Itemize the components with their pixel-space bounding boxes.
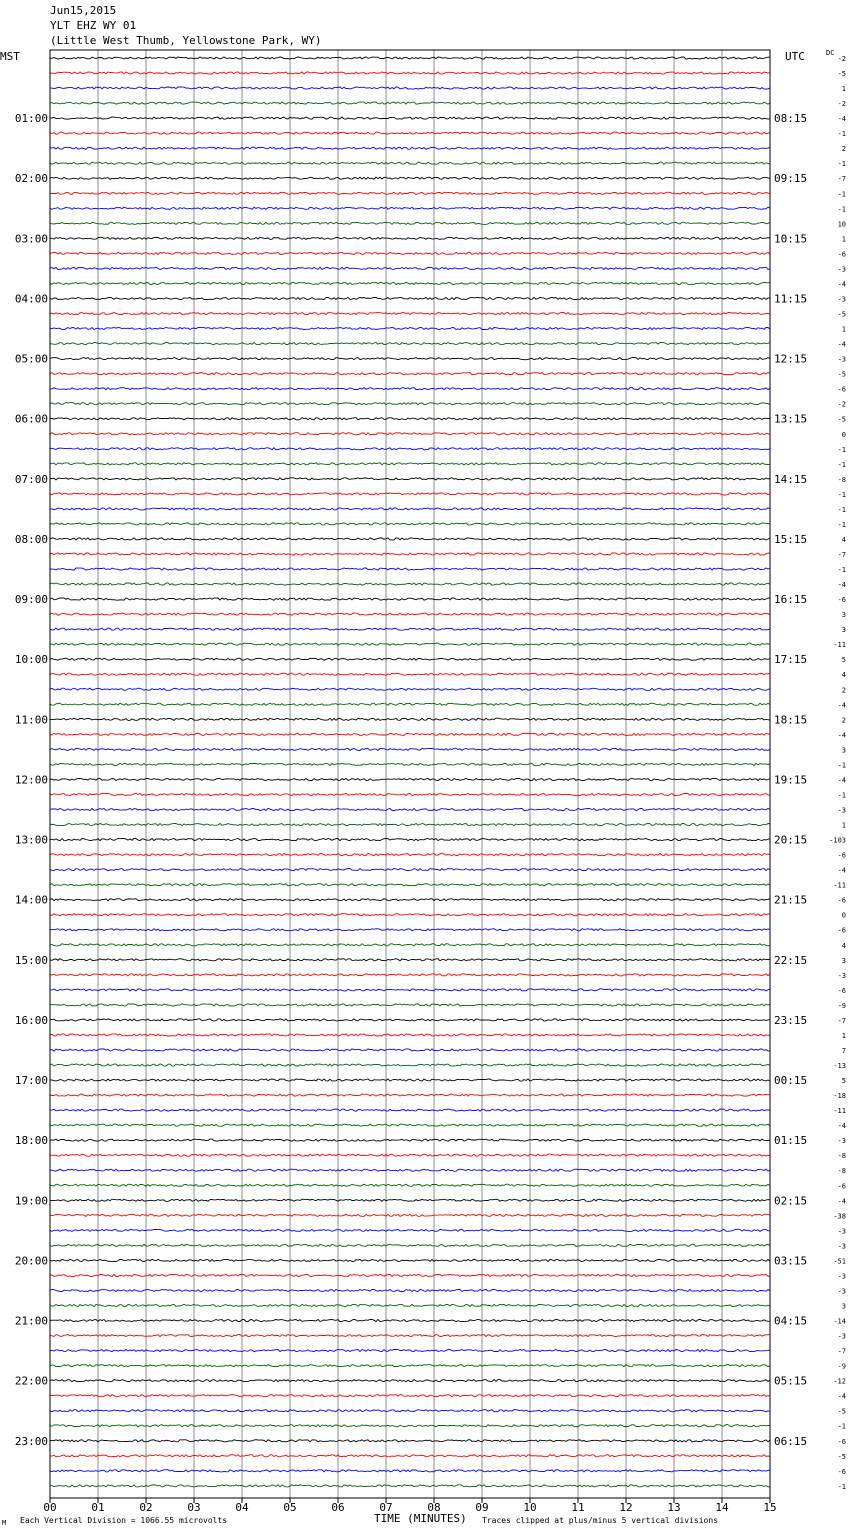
mst-hour-label: 16:00 [14,1013,48,1027]
dc-offset-label: -5 [837,370,846,379]
utc-hour-label: 09:15 [774,172,808,186]
utc-hour-label: 23:15 [774,1013,808,1027]
trace-row [50,508,770,510]
trace-row [50,1274,770,1276]
trace-row [50,1034,770,1036]
header-location: (Little West Thumb, Yellowstone Park, WY) [50,34,322,47]
dc-offset-label: -4 [837,115,846,124]
dc-offset-label: -3 [837,806,846,815]
trace-row [50,1154,770,1156]
trace-row [50,959,770,961]
trace-row [50,1109,770,1111]
dc-offset-label: 3 [841,956,846,965]
trace-row [50,177,770,179]
dc-offset-label: 1 [841,325,846,334]
mst-hour-label: 11:00 [14,713,48,727]
dc-offset-label: 1 [841,235,846,244]
dc-offset-label: -8 [837,1167,846,1176]
mst-hour-label: 03:00 [14,232,48,246]
x-tick-label: 00 [43,1501,57,1514]
dc-offset-label: -7 [837,175,846,184]
dc-offset-label: -6 [837,250,846,259]
utc-hour-label: 20:15 [774,833,808,847]
corner-mark: M [2,1519,7,1527]
x-tick-label: 10 [523,1501,537,1514]
x-tick-label: 08 [427,1501,441,1514]
trace-row [50,1335,770,1337]
trace-row [50,1455,770,1457]
trace-row [50,974,770,976]
trace-row [50,1004,770,1006]
trace-row [50,373,770,375]
dc-offset-label: -1 [837,130,846,139]
dc-offset-label: -2 [837,55,846,63]
trace-row [50,929,770,931]
mst-hour-label: 06:00 [14,412,48,426]
clip-note: Traces clipped at plus/minus 5 vertical divisions [482,1516,719,1525]
dc-offset-label: 0 [841,430,846,439]
trace-row [50,403,770,405]
trace-row [50,1470,770,1472]
trace-row [50,1380,770,1382]
trace-row [50,1319,770,1321]
trace-row [50,162,770,164]
trace-row [50,493,770,495]
trace-row [50,297,770,299]
dc-offset-label: -3 [837,295,846,304]
trace-row [50,102,770,104]
utc-hour-label: 01:15 [774,1134,808,1148]
trace-row [50,718,770,720]
dc-offset-label: -6 [837,896,846,905]
dc-offset-label: 7 [841,1047,846,1055]
trace-row [50,117,770,119]
dc-offset-label: -4 [837,731,846,740]
mst-hour-label: 10:00 [14,653,48,667]
dc-offset-label: -7 [837,551,846,559]
x-tick-label: 13 [667,1501,681,1514]
scale-note: Each Vertical Division = 1066.55 microvolts [20,1516,228,1525]
dc-offset-label: 5 [841,1077,846,1085]
trace-row [50,388,770,390]
trace-row [50,147,770,149]
dc-offset-label: -1 [837,490,846,499]
dc-offset-label: -1 [837,205,846,214]
mst-hour-label: 07:00 [14,472,48,486]
trace-row [50,463,770,465]
mst-hour-label: 15:00 [14,953,48,967]
dc-offset-label: 4 [841,536,846,544]
dc-offset-label: -3 [837,1227,846,1236]
dc-offset-label: -1 [837,791,846,800]
mst-hour-label: 20:00 [14,1254,48,1268]
trace-row [50,823,770,825]
dc-offset-label: 2 [841,145,846,154]
dc-offset-label: -4 [837,776,846,785]
dc-offset-label: 4 [841,671,846,680]
x-tick-label: 15 [763,1501,777,1514]
dc-offset-label: -11 [833,881,846,890]
trace-row [50,282,770,284]
trace-row [50,1365,770,1367]
trace-row [50,944,770,946]
mst-hour-label: 12:00 [14,773,48,787]
dc-offset-label: -3 [837,1287,846,1296]
dc-offset-label: -1 [837,1422,846,1431]
dc-offset-label: -18 [833,1092,846,1101]
dc-offset-label: -9 [837,1001,846,1010]
dc-offset-label: -5 [837,1452,846,1461]
trace-row [50,222,770,224]
utc-hour-label: 14:15 [774,472,808,486]
utc-hour-label: 02:15 [774,1194,808,1208]
x-tick-label: 01 [91,1501,105,1514]
trace-row [50,914,770,916]
trace-row [50,1395,770,1397]
trace-row [50,538,770,540]
trace-row [50,192,770,194]
utc-hour-label: 12:15 [774,352,808,366]
trace-row [50,1229,770,1231]
x-tick-label: 09 [475,1501,489,1514]
utc-hour-label: 15:15 [774,533,808,546]
trace-row [50,989,770,991]
trace-row [50,448,770,450]
trace-row [50,87,770,89]
dc-offset-label: -3 [837,355,846,364]
dc-label: DC [826,49,835,57]
dc-offset-label: 2 [841,716,846,725]
utc-hour-label: 10:15 [774,232,808,246]
x-tick-label: 07 [379,1501,393,1514]
utc-hour-label: 08:15 [774,112,808,126]
trace-row [50,869,770,871]
trace-row [50,1169,770,1171]
trace-row [50,793,770,795]
trace-row [50,733,770,735]
trace-row [50,628,770,630]
dc-offset-label: -4 [837,1122,846,1131]
mst-hour-label: 23:00 [14,1434,48,1448]
utc-hour-label: 16:15 [774,593,808,607]
dc-offset-label: -1 [837,445,846,454]
trace-row [50,1410,770,1412]
trace-row [50,1244,770,1246]
mst-hour-label: 14:00 [14,893,48,907]
trace-row [50,343,770,345]
dc-offset-label: 10 [837,220,846,229]
dc-offset-label: -103 [829,836,846,845]
dc-offset-label: -6 [837,851,846,860]
utc-hour-label: 03:15 [774,1254,808,1268]
dc-offset-label: -8 [837,1152,846,1161]
trace-row [50,207,770,209]
trace-row [50,808,770,810]
mst-hour-label: 18:00 [14,1134,48,1148]
utc-hour-label: 00:15 [774,1074,808,1087]
dc-offset-label: 0 [841,911,846,920]
trace-row [50,327,770,329]
mst-hour-label: 02:00 [14,172,48,186]
trace-row [50,1214,770,1216]
dc-offset-label: -6 [837,1182,846,1191]
dc-offset-label: -1 [837,190,846,199]
trace-row [50,613,770,615]
x-tick-label: 02 [139,1501,153,1514]
mst-hour-label: 17:00 [14,1074,48,1087]
dc-offset-label: -4 [837,581,846,589]
dc-offset-label: -5 [837,310,846,319]
dc-offset-label: -3 [837,265,846,274]
trace-row [50,478,770,480]
dc-offset-label: 4 [841,941,846,950]
dc-offset-label: -4 [837,280,846,289]
trace-row [50,778,770,780]
x-tick-label: 11 [571,1501,585,1514]
dc-offset-label: -6 [837,596,846,605]
dc-offset-label: -1 [837,1482,846,1491]
dc-offset-label: -4 [837,701,846,710]
mst-hour-label: 22:00 [14,1374,48,1388]
trace-row [50,1485,770,1487]
dc-offset-label: -3 [837,1272,846,1281]
trace-row [50,1259,770,1261]
dc-offset-label: -7 [837,1016,846,1025]
left-timezone-label: MST [0,50,20,63]
dc-offset-label: -6 [837,926,846,935]
trace-row [50,1199,770,1201]
dc-offset-label: -1 [837,761,846,770]
dc-offset-label: -1 [837,160,846,169]
mst-hour-label: 08:00 [14,533,48,546]
utc-hour-label: 06:15 [774,1434,808,1448]
trace-row [50,688,770,690]
dc-offset-label: 1 [841,85,846,94]
trace-row [50,854,770,856]
trace-row [50,1049,770,1051]
utc-hour-label: 11:15 [774,292,808,306]
x-tick-label: 04 [235,1501,249,1514]
dc-offset-label: -1 [837,505,846,514]
dc-offset-label: -1 [837,520,846,529]
dc-offset-label: 3 [841,1302,846,1311]
trace-row [50,433,770,435]
dc-offset-label: -5 [837,415,846,424]
mst-hour-label: 09:00 [14,593,48,607]
dc-offset-label: -6 [837,986,846,995]
dc-offset-label: -6 [837,1437,846,1446]
dc-offset-label: -11 [833,641,846,650]
utc-hour-label: 21:15 [774,893,808,907]
utc-hour-label: 13:15 [774,412,808,426]
trace-row [50,598,770,600]
dc-offset-label: -5 [837,1407,846,1416]
mst-hour-label: 05:00 [14,352,48,366]
x-tick-label: 05 [283,1501,297,1514]
x-tick-label: 12 [619,1501,633,1514]
minute-grid [98,50,722,1498]
trace-row [50,1304,770,1306]
dc-offset-label: -11 [833,1107,846,1116]
trace-row [50,1425,770,1427]
trace-row [50,1350,770,1352]
x-tick-label: 14 [715,1501,729,1514]
utc-hour-label: 22:15 [774,953,808,967]
dc-offset-label: 1 [841,1031,846,1040]
trace-row [50,57,770,59]
trace-row [50,1440,770,1442]
trace-row [50,1019,770,1021]
axis-labels [15,55,846,1514]
dc-offset-label: -4 [837,340,846,349]
dc-offset-label: -2 [837,100,846,109]
dc-offset-label: -3 [837,1332,846,1341]
dc-offset-label: -4 [837,1392,846,1401]
trace-row [50,267,770,269]
dc-offset-label: -9 [837,1362,846,1371]
utc-hour-label: 19:15 [774,773,808,787]
trace-row [50,748,770,750]
trace-row [50,658,770,660]
trace-row [50,763,770,765]
right-timezone-label: UTC [785,50,805,63]
mst-hour-label: 21:00 [14,1314,48,1328]
utc-hour-label: 04:15 [774,1314,808,1328]
trace-row [50,884,770,886]
dc-offset-label: -2 [837,400,846,409]
dc-offset-label: -8 [837,475,846,484]
dc-offset-label: -5 [837,70,846,78]
trace-row [50,418,770,420]
trace-row [50,1184,770,1186]
utc-hour-label: 18:15 [774,713,808,727]
trace-row [50,312,770,314]
trace-row [50,72,770,74]
mst-hour-label: 19:00 [14,1194,48,1208]
trace-row [50,703,770,705]
dc-offset-label: -38 [833,1212,846,1221]
mst-hour-label: 13:00 [14,833,48,847]
dc-offset-label: -3 [837,1242,846,1251]
trace-row [50,899,770,901]
trace-row [50,252,770,254]
trace-row [50,583,770,585]
trace-row [50,1079,770,1081]
trace-row [50,1124,770,1126]
trace-row [50,132,770,134]
dc-offset-label: -6 [837,1467,846,1476]
plot-border [50,50,770,1498]
header-station: YLT EHZ WY 01 [50,19,137,32]
trace-row [50,553,770,555]
dc-offset-label: 5 [841,656,846,665]
dc-offset-label: -4 [837,1197,846,1206]
mst-hour-label: 01:00 [14,112,48,126]
trace-rows [50,57,770,1487]
dc-offset-label: 1 [841,821,846,830]
utc-hour-label: 05:15 [774,1374,808,1388]
dc-offset-label: -1 [837,460,846,469]
trace-row [50,1064,770,1066]
trace-row [50,643,770,645]
mst-hour-label: 04:00 [14,292,48,306]
trace-row [50,358,770,360]
dc-offset-label: -3 [837,1137,846,1146]
dc-offset-label: 3 [841,626,846,635]
x-tick-label: 06 [331,1501,345,1514]
trace-row [50,237,770,239]
dc-offset-label: 3 [841,611,846,620]
dc-offset-label: -1 [837,566,846,574]
dc-offset-label: 2 [841,686,846,695]
utc-hour-label: 17:15 [774,653,808,667]
trace-row [50,523,770,525]
dc-offset-label: -6 [837,385,846,394]
dc-offset-label: -7 [837,1347,846,1356]
dc-offset-label: -51 [833,1257,846,1266]
trace-row [50,1094,770,1096]
trace-row [50,568,770,570]
trace-row [50,1139,770,1141]
x-axis-title: TIME (MINUTES) [374,1512,467,1525]
x-tick-label: 03 [187,1501,201,1514]
trace-row [50,1289,770,1291]
header-date: Jun15,2015 [50,4,117,17]
dc-offset-label: -12 [833,1377,846,1386]
dc-offset-label: -3 [837,971,846,980]
trace-row [50,839,770,841]
dc-offset-label: -13 [833,1062,846,1070]
dc-offset-label: 3 [841,746,846,755]
dc-offset-label: -14 [833,1317,846,1326]
trace-row [50,673,770,675]
dc-offset-label: -4 [837,866,846,875]
